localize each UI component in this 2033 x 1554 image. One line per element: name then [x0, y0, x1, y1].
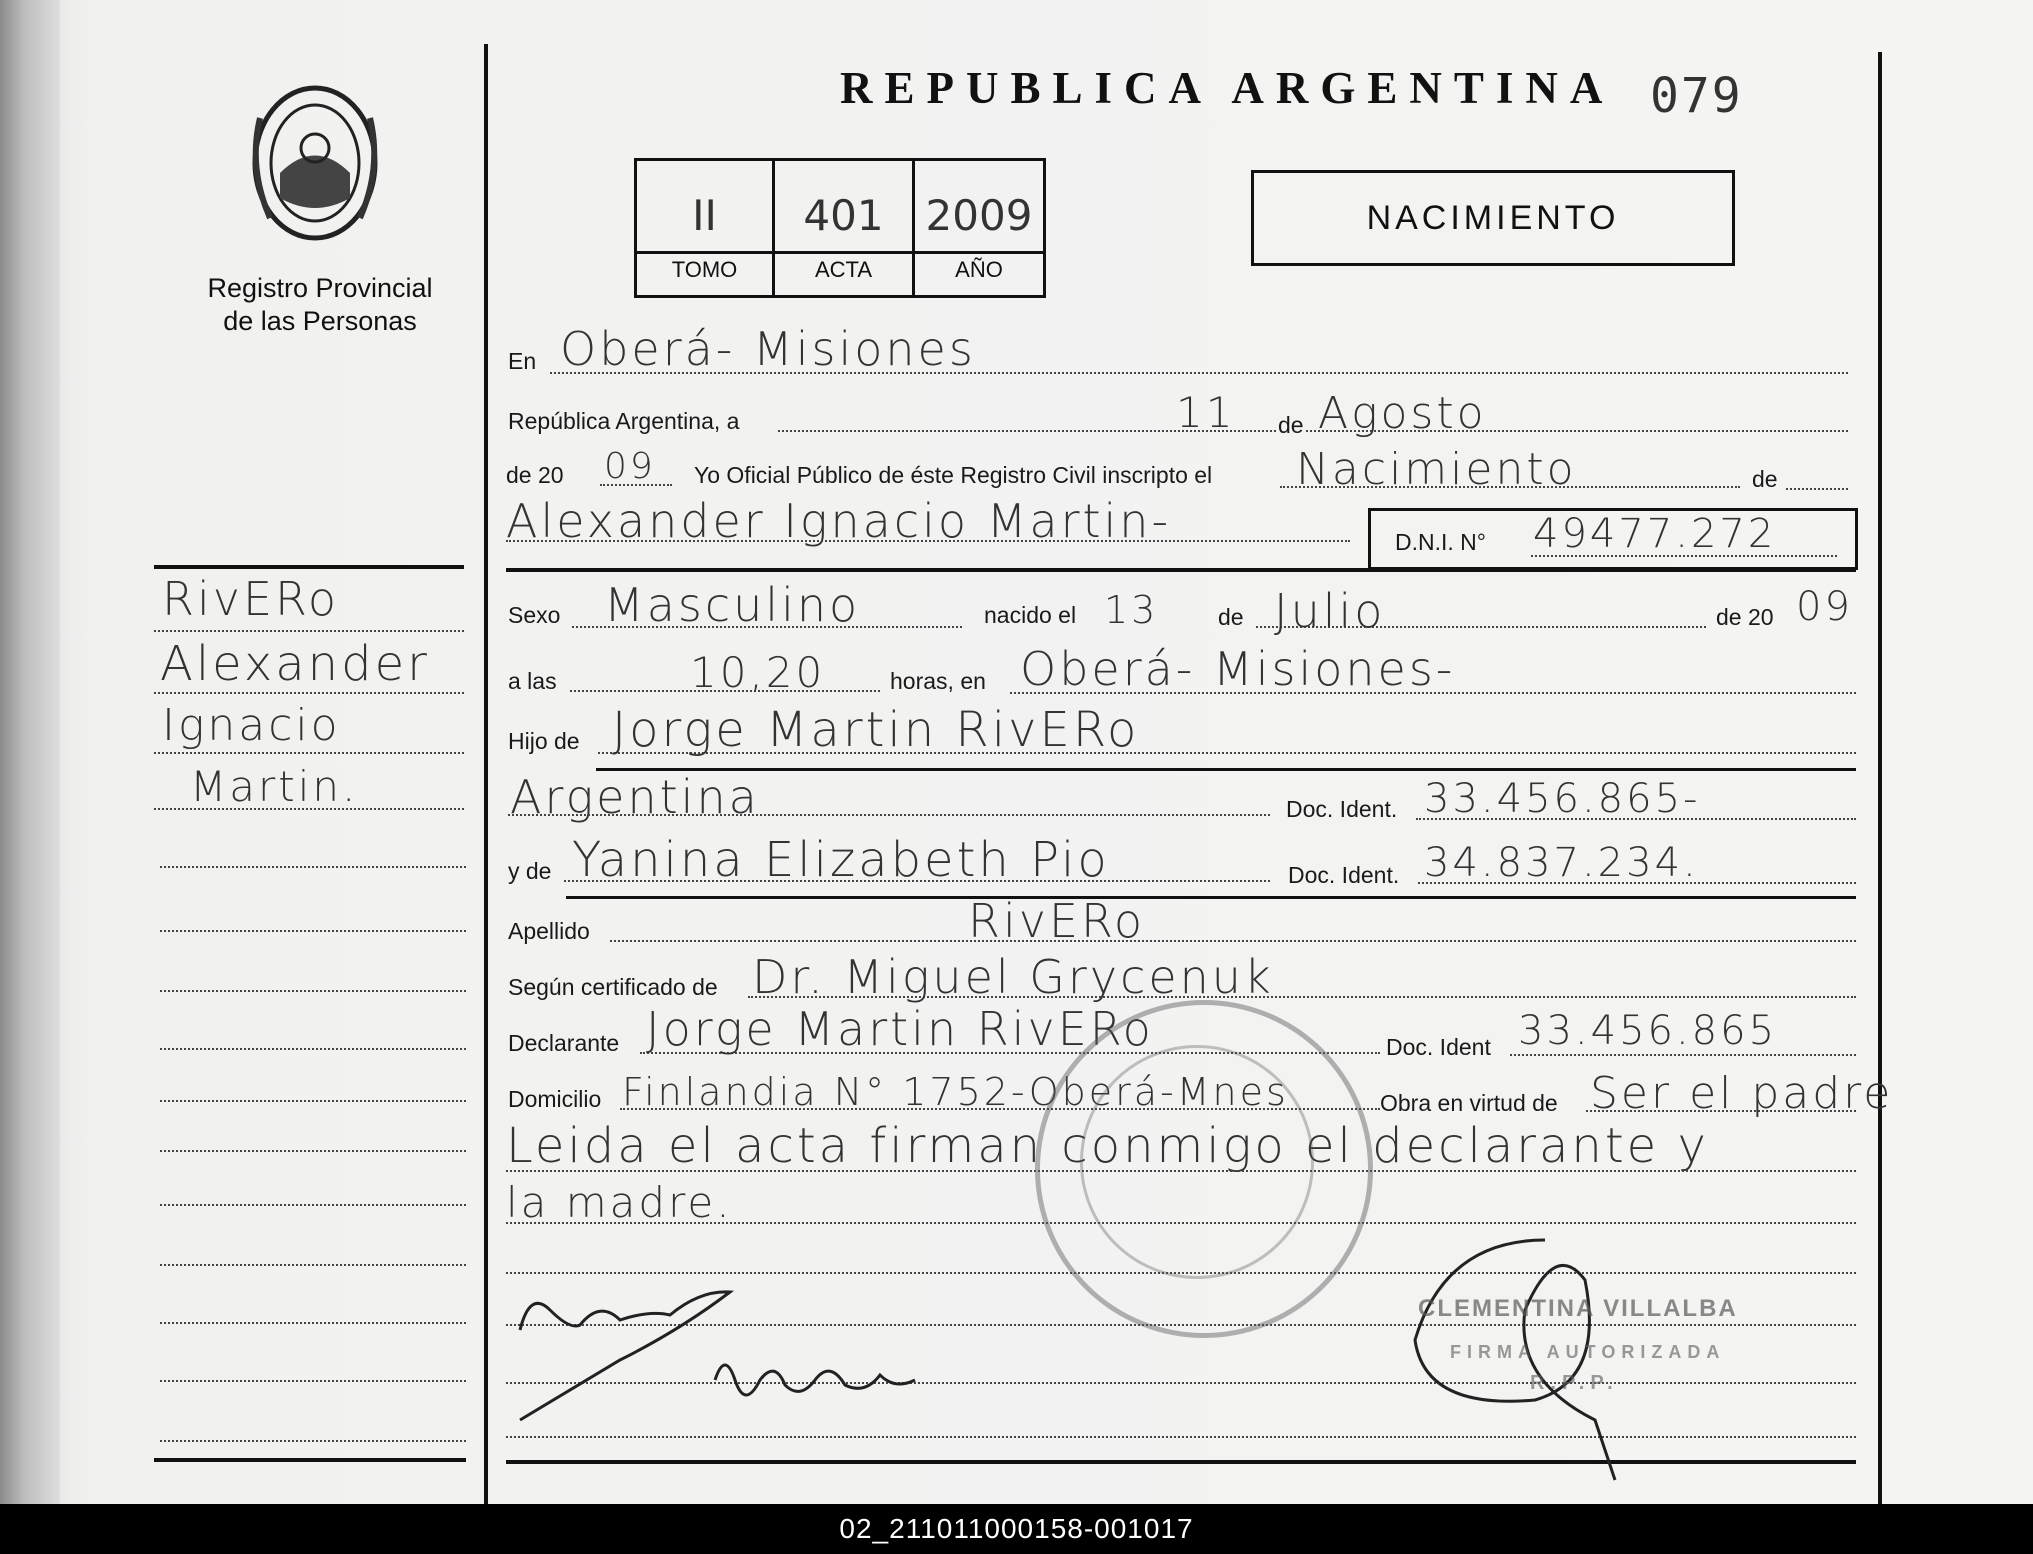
year-prefix-label: de 20 — [506, 462, 564, 488]
birth-year: 09 — [1796, 584, 1853, 630]
tomo-label: TOMO — [671, 257, 738, 282]
doc-ident-label-2: Doc. Ident. — [1288, 862, 1400, 888]
book-binding — [0, 0, 60, 1504]
sidebar-name-line3: Ignacio — [162, 700, 341, 751]
mother-signature — [705, 1340, 935, 1430]
provincia-misiones-logo — [240, 78, 390, 248]
birth-day: 13 — [1104, 588, 1159, 632]
stamp-official-name: CLEMENTINA VILLALBA — [1418, 1295, 1738, 1322]
hour-value: 10,20 — [690, 648, 826, 697]
de-label: de — [1278, 412, 1304, 438]
record-type-label: NACIMIENTO — [1366, 199, 1620, 237]
stamp-official-org: R.P.P. — [1530, 1372, 1619, 1394]
declarante-doc: 33.456.865 — [1518, 1008, 1778, 1054]
sidebar-surname: RivERo — [162, 572, 340, 626]
tomo-value: II — [692, 191, 717, 240]
anio-label: AÑO — [955, 257, 1003, 282]
declarante-label: Declarante — [508, 1030, 620, 1056]
birth-month: Julio — [1274, 584, 1386, 638]
page-title: REPUBLICA ARGENTINA — [840, 63, 1615, 113]
acta-cell — [775, 161, 915, 295]
father-doc: 33.456.865- — [1424, 776, 1701, 822]
official-seal-inner — [1080, 1045, 1314, 1279]
sexo-value: Masculino — [604, 578, 861, 632]
apellido-label: Apellido — [508, 918, 590, 944]
note-line2: la madre. — [506, 1178, 733, 1227]
de-label-3: de — [1218, 604, 1244, 630]
de-label-2: de — [1752, 466, 1778, 492]
hijo-label: Hijo de — [508, 728, 580, 754]
father-name: Jorge Martin RivERo — [612, 702, 1140, 758]
acta-value: 401 — [803, 191, 884, 240]
day-value: 11 — [1176, 388, 1236, 437]
certificado-value: Dr. Miguel Grycenuk — [752, 950, 1274, 1004]
sidebar-name-line4: Martin. — [190, 762, 359, 811]
birth-place: Oberá- Misiones- — [1020, 642, 1456, 696]
anio-cell — [915, 161, 1043, 295]
mother-doc: 34.837.234. — [1424, 840, 1699, 886]
child-name: Alexander Ignacio Martin- — [506, 494, 1172, 548]
stamp-official-role: FIRMA AUTORIZADA — [1450, 1342, 1726, 1362]
office-line2: de las Personas — [223, 306, 417, 336]
birth-year-label: de 20 — [1716, 604, 1774, 630]
dni-box — [1368, 508, 1858, 570]
anio-value: 2009 — [925, 191, 1033, 240]
sexo-label: Sexo — [508, 602, 561, 628]
en-label: En — [508, 348, 537, 374]
apellido-value: RivERo — [968, 894, 1146, 948]
note-line1: Leida el acta firman conmigo el declarante y — [506, 1118, 1709, 1174]
doc-ident-label: Doc. Ident. — [1286, 796, 1398, 822]
tomo-cell — [637, 161, 775, 295]
right-frame-line — [1878, 52, 1882, 1504]
yde-label: y de — [508, 858, 552, 884]
oficial-text: Yo Oficial Público de éste Registro Civil inscripto el — [694, 462, 1213, 488]
republica-label: República Argentina, a — [508, 408, 740, 434]
en-value: Oberá- Misiones — [560, 322, 976, 376]
father-nationality: Argentina — [510, 770, 760, 824]
acta-label: ACTA — [814, 257, 873, 282]
month-value: Agosto — [1318, 388, 1487, 439]
dni-label: D.N.I. N° — [1395, 529, 1486, 555]
alas-label: a las — [508, 668, 557, 694]
segun-label: Según certificado de — [508, 974, 718, 1000]
sidebar-name-line2: Alexander — [160, 636, 430, 692]
inscripto-value: Nacimiento — [1296, 444, 1577, 495]
registry-box — [634, 158, 1046, 298]
doc-ident-label-3: Doc. Ident — [1386, 1034, 1491, 1060]
left-frame-line — [484, 44, 488, 1504]
obra-value: Ser el padre — [1590, 1068, 1894, 1119]
mother-name: Yanina Elizabeth Pio — [572, 832, 1110, 888]
dni-value: 49477.272 — [1533, 511, 1777, 557]
footer-image-id: 02_211011000158-001017 — [0, 1504, 2033, 1554]
domicilio-value: Finlandia N° 1752-Oberá-Mnes — [622, 1070, 1289, 1114]
sidebar-top-rule — [154, 565, 464, 569]
year-value: 09 — [604, 446, 656, 487]
declarante-value: Jorge Martin RivERo — [646, 1002, 1154, 1056]
registry-office-name — [170, 272, 470, 338]
page-number: 079 — [1650, 68, 1743, 124]
obra-label: Obra en virtud de — [1380, 1090, 1558, 1116]
record-type-box — [1251, 170, 1735, 266]
horas-label: horas, en — [890, 668, 986, 694]
nacido-label: nacido el — [984, 602, 1077, 628]
office-line1: Registro Provincial — [207, 273, 433, 303]
domicilio-label: Domicilio — [508, 1086, 602, 1112]
